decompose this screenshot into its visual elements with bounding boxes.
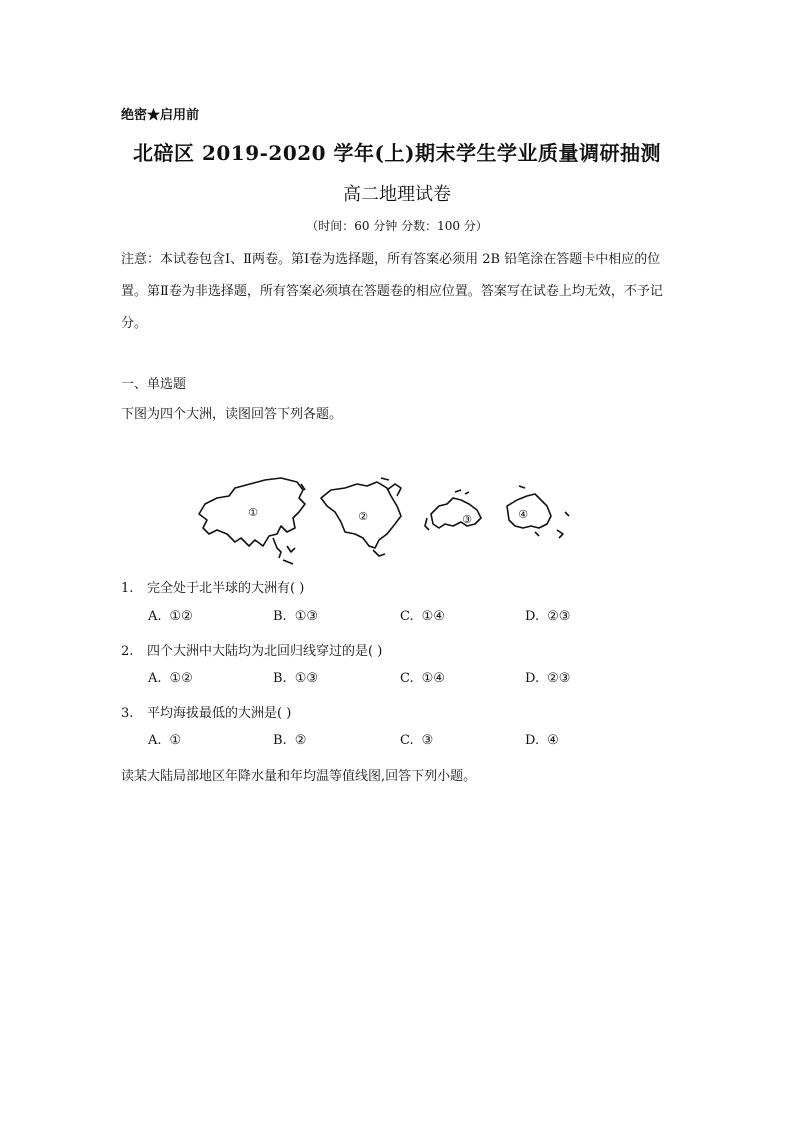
australia-outline — [507, 494, 551, 528]
europe-outline — [431, 498, 481, 528]
option-d[interactable] — [525, 733, 559, 748]
option-a[interactable] — [148, 671, 193, 686]
exam-title: 北碚区 2019-2020 学年(上)期末学生学业质量调研抽测 — [133, 141, 661, 165]
option-letter: A. — [148, 733, 162, 748]
option-text: ①③ — [294, 609, 318, 624]
map-label-2: ② — [358, 510, 368, 523]
continents-map — [195, 476, 575, 568]
option-a[interactable] — [148, 733, 181, 748]
secret-mark: 绝密★启用前 — [121, 108, 200, 123]
option-c[interactable] — [400, 671, 445, 686]
notice-text: 注意：本试卷包含Ⅰ、Ⅱ两卷。第Ⅰ卷为选择题，所有答案必须用 2B 铅笔涂在答题卡中相应的位置。第Ⅱ卷为非选择题，所有答案必须填在答题卷的相应位置。答案写在试卷上均无效，不予记分。 — [121, 252, 663, 331]
map-label-4: ④ — [518, 508, 528, 521]
option-letter: C. — [400, 733, 414, 748]
option-text: ③ — [421, 733, 434, 748]
option-text: ②③ — [547, 609, 571, 624]
question-text: 平均海拔最低的大洲是( ) — [147, 706, 292, 721]
intro-text: 下图为四个大洲，读图回答下列各题。 — [121, 407, 343, 422]
option-text: ④ — [547, 733, 559, 748]
option-text: ① — [169, 733, 182, 748]
option-letter: A. — [148, 609, 162, 624]
option-text: ①④ — [421, 671, 445, 686]
time-info: （时间：60 分钟 分数：100 分） — [306, 219, 488, 233]
question-2 — [121, 640, 382, 659]
option-b[interactable] — [273, 609, 318, 624]
section-title: 一、单选题 — [121, 377, 187, 392]
option-c[interactable] — [400, 733, 433, 748]
option-b[interactable] — [273, 671, 318, 686]
reading-prompt: 读某大陆局部地区年降水量和年均温等值线图,回答下列小题。 — [121, 769, 477, 784]
question-number: 2. — [121, 644, 134, 659]
option-b[interactable] — [273, 733, 306, 748]
option-letter: A. — [148, 671, 162, 686]
option-letter: B. — [273, 733, 287, 748]
question-text: 完全处于北半球的大洲有( ) — [147, 581, 305, 596]
option-text: ①② — [169, 609, 193, 624]
question-number: 1. — [121, 581, 134, 596]
question-3 — [121, 702, 291, 721]
map-label-3: ③ — [462, 513, 472, 526]
option-d[interactable] — [525, 609, 570, 624]
option-text: ②③ — [547, 671, 571, 686]
option-text: ①② — [169, 671, 193, 686]
option-a[interactable] — [148, 609, 193, 624]
option-letter: D. — [525, 609, 540, 624]
option-text: ② — [294, 733, 307, 748]
option-text: ①④ — [421, 609, 445, 624]
question-number: 3. — [121, 706, 134, 721]
map-label-1: ① — [248, 506, 258, 519]
option-letter: B. — [273, 671, 287, 686]
option-letter: D. — [525, 733, 540, 748]
question-1 — [121, 577, 304, 596]
option-letter: C. — [400, 671, 414, 686]
question-text: 四个大洲中大陆均为北回归线穿过的是( ) — [147, 644, 383, 659]
option-c[interactable] — [400, 609, 445, 624]
option-letter: C. — [400, 609, 414, 624]
exam-subtitle: 高二地理试卷 — [343, 184, 451, 205]
option-text: ①③ — [294, 671, 318, 686]
option-d[interactable] — [525, 671, 570, 686]
option-letter: D. — [525, 671, 540, 686]
option-letter: B. — [273, 609, 287, 624]
